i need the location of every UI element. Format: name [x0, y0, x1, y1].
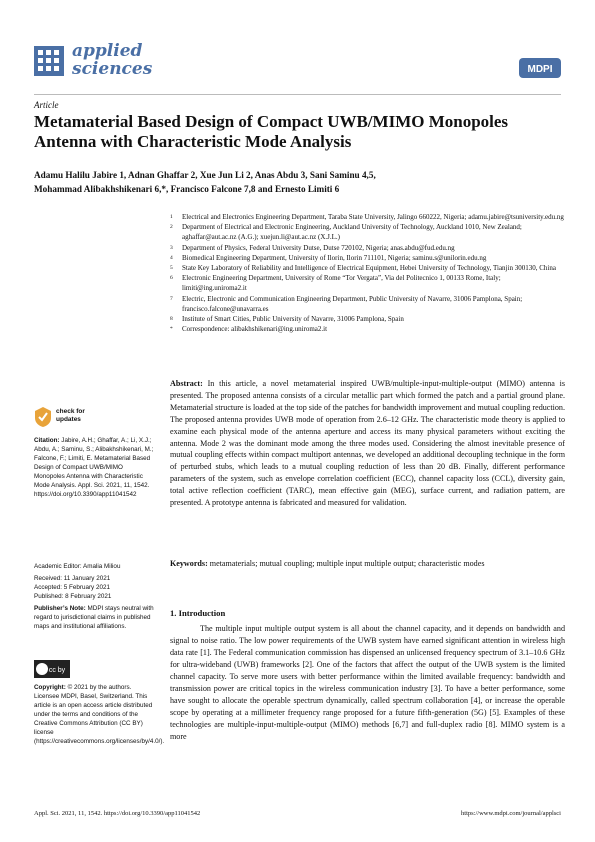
affiliation-text: Electric, Electronic and Communication Engineering Department, Public University of Navarre, 31006 Pamplona, Spain; francisco.falcone@unavarra.es: [182, 294, 523, 313]
affiliation-number: 8: [170, 316, 173, 323]
keywords: [170, 558, 565, 570]
affiliation-text: Biomedical Engineering Department, University of Ilorin, Ilorin 711101, Nigeria; saminu.s@unilorin.edu.ng: [182, 253, 487, 262]
affiliation-text: State Key Laboratory of Reliability and Intelligence of Electrical Equipment, Hebei University of Technology, Tianjin 300130, China: [182, 264, 556, 273]
abstract-label: Abstract:: [170, 379, 203, 388]
accepted-date: Accepted: 5 February 2021: [34, 584, 110, 591]
check-line1: check for: [56, 408, 85, 415]
journal-logo: [34, 41, 153, 82]
note-label: Publisher’s Note:: [34, 605, 86, 612]
copyright-block: [34, 683, 165, 746]
received-date: Received: 11 January 2021: [34, 575, 111, 582]
affiliation-text: Department of Electrical and Electronic Engineering, Auckland University of Technology, Auckland 1010, New Zealand; aghaffar@aut.ac.nz (A.G.); xuejun.li@aut.ac.nz (X.J.L.): [182, 223, 522, 242]
abstract: [170, 378, 565, 509]
author-list: [34, 168, 564, 196]
affiliation-number: 4: [170, 254, 173, 261]
check-line2: updates: [56, 416, 81, 423]
footer-citation: Appl. Sci. 2021, 11, 1542. https://doi.org/10.3390/app11041542: [34, 810, 201, 817]
affiliation-item: [170, 212, 565, 222]
affiliation-number: 6: [170, 275, 173, 282]
mdpi-logo-icon: [519, 58, 561, 78]
authors-line-1: Adamu Halilu Jabire 1, Adnan Ghaffar 2, Xue Jun Li 2, Anas Abdu 3, Sani Saminu 4,5,: [34, 170, 376, 180]
section-heading: 1. Introduction: [170, 608, 226, 618]
citation-block: [34, 436, 154, 499]
header-divider: [34, 94, 561, 95]
affiliation-number: 3: [170, 244, 173, 251]
affiliation-number: 1: [170, 214, 173, 220]
article-type: Article: [34, 100, 59, 110]
keywords-text: metamaterials; mutual coupling; multiple input multiple output; characteristic modes: [209, 559, 485, 568]
svg-text:MDPI: MDPI: [527, 64, 553, 75]
citation-text: Jabire, A.H.; Ghaffar, A.; Li, X.J.; Abdu, A.; Saminu, S.; Alibakhshikenari, M.; Falcone, F.; Limiti, E. Metamaterial Based Design of Compact UWB/MIMO Monopoles Antenna with Characteristic Mode Analysis. Appl. Sci. 2021, 11, 1542. https://doi.org/10.3390/app11041542: [34, 437, 154, 498]
affiliation-text: Electrical and Electronics Engineering Department, Taraba State University, Jalingo 660222, Nigeria; adamu.jabire@tsuniversity.edu.ng: [182, 213, 564, 221]
affiliation-text: Department of Physics, Federal University Dutse, Dutse 720102, Nigeria; anas.abdu@fud.edu.ng: [182, 243, 455, 252]
keywords-label: Keywords:: [170, 559, 208, 568]
journal-name-line2: sciences: [72, 59, 153, 79]
affiliation-item: [170, 263, 565, 273]
journal-name-line1: applied: [72, 41, 143, 61]
affiliation-item: [170, 253, 565, 263]
affiliation-number: 2: [170, 224, 173, 231]
publisher-note: [34, 604, 154, 631]
affiliation-item: [170, 222, 565, 242]
affiliation-item: [170, 273, 565, 293]
affiliation-number: *: [170, 326, 173, 333]
affiliation-item: [170, 314, 565, 324]
affiliations: [170, 212, 565, 334]
check-for-updates[interactable]: [34, 406, 154, 430]
note-text: MDPI stays neutral with regard to jurisdictional claims in published maps and institutional affiliations.: [34, 605, 154, 630]
journal-grid-icon: [34, 46, 64, 76]
footer-journal-link[interactable]: https://www.mdpi.com/journal/applsci: [461, 810, 561, 817]
affiliation-number: 7: [170, 295, 173, 302]
affiliation-item: [170, 243, 565, 253]
authors-line-2: Mohammad Alibakhshikenari 6,*, Francisco Falcone 7,8 and Ernesto Limiti 6: [34, 184, 340, 194]
published-date: Published: 8 February 2021: [34, 593, 112, 600]
affiliation-number: 5: [170, 265, 173, 272]
citation-label: Citation:: [34, 437, 60, 444]
dates-block: [34, 562, 154, 601]
check-updates-icon: [34, 406, 52, 428]
affiliation-item: [170, 294, 565, 314]
affiliation-item: [170, 324, 565, 334]
affiliation-text: Electronic Engineering Department, University of Rome “Tor Vergata”, Via del Politecnico 1, 00133 Rome, Italy; limiti@ing.uniroma2.it: [182, 274, 501, 293]
copyright-label: Copyright:: [34, 684, 66, 691]
journal-name: [72, 42, 152, 78]
introduction-text: The multiple input multiple output system is all about the channel capacity, and it depends on bandwidth and signal to noise ratio. The low power requirements of the UWB system have earned significant attention in wireless high data rate [1]. The Federal communication commission has dispensed an unlicensed frequency spectrum of 3.1–10.6 GHz for ultra-wideband (UWB) frameworks [2]. One of the factors that affect the output of the UWB system is the limited channel capacity. To serve more users with better performance within the limited available frequency: bandwidth and transmission power are critical topics in the wireless communication industry [3]. To have a better performance, some have sought to allocate the operable spectrum dynamically, called spectrum collaboration [4], or increase the operable scope by operating at a millimeter frequency range proposed for a future fifth-generation (5G) [5]. Examples of these technologies are multiple-input-multiple-output (MIMO) methods [6,7] and full-duplex radio [8]. MIMO system is a more: [170, 624, 565, 741]
svg-text:cc by: cc by: [48, 667, 66, 674]
affiliation-text: Correspondence: alibakhshikenari@ing.uniroma2.it: [182, 325, 328, 334]
academic-editor: Academic Editor: Amalia Miliou: [34, 563, 121, 570]
copyright-text: © 2021 by the authors. Licensee MDPI, Basel, Switzerland. This article is an open access article distributed under the terms and conditions of the Creative Commons Attribution (CC BY) license (https://creativecommons.org/licenses/by/4.0/).: [34, 684, 165, 745]
article-title: Metamaterial Based Design of Compact UWB/MIMO Monopoles Antenna with Characteristic Mode Analysis: [34, 112, 509, 151]
cc-by-license-icon[interactable]: [34, 660, 70, 678]
page-footer: [34, 810, 561, 817]
abstract-text: In this article, a novel metamaterial inspired UWB/multiple-input-multiple-output (MIMO) antenna is presented. The proposed antenna consists of a circular metallic part which formed the patch and a partial ground plane. Metamaterial structure is loaded at the top side of the patches for bandwidth improvement and mutual coupling reduction. The proposed antenna provides UWB mode of operation from 2.6–12 GHz. The characteristic mode theory is applied to examine each physical mode of the antenna aperture and access its many physical parameters without exciting the antenna. Mode 2 was the dominant mode among the three modes used. Considering the almost inevitable presence of mutual coupling effects within compact multiport antennas, we developed an additional decoupling technique in the form of perturbed stubs, which leads to a mutual coupling reduction of less than 20 dB. Finally, different performance parameters of the system, such as envelope correlation coefficient (ECC), channel capacity loss (CCL), diversity gain, total active reflection coefficient (TARC), mean effective gain (MEG), surface current, and radiation pattern, are presented. A prototype antenna is fabricated and measured for validation.: [170, 379, 565, 508]
affiliation-text: Institute of Smart Cities, Public University of Navarre, 31006 Pamplona, Spain: [182, 315, 404, 324]
